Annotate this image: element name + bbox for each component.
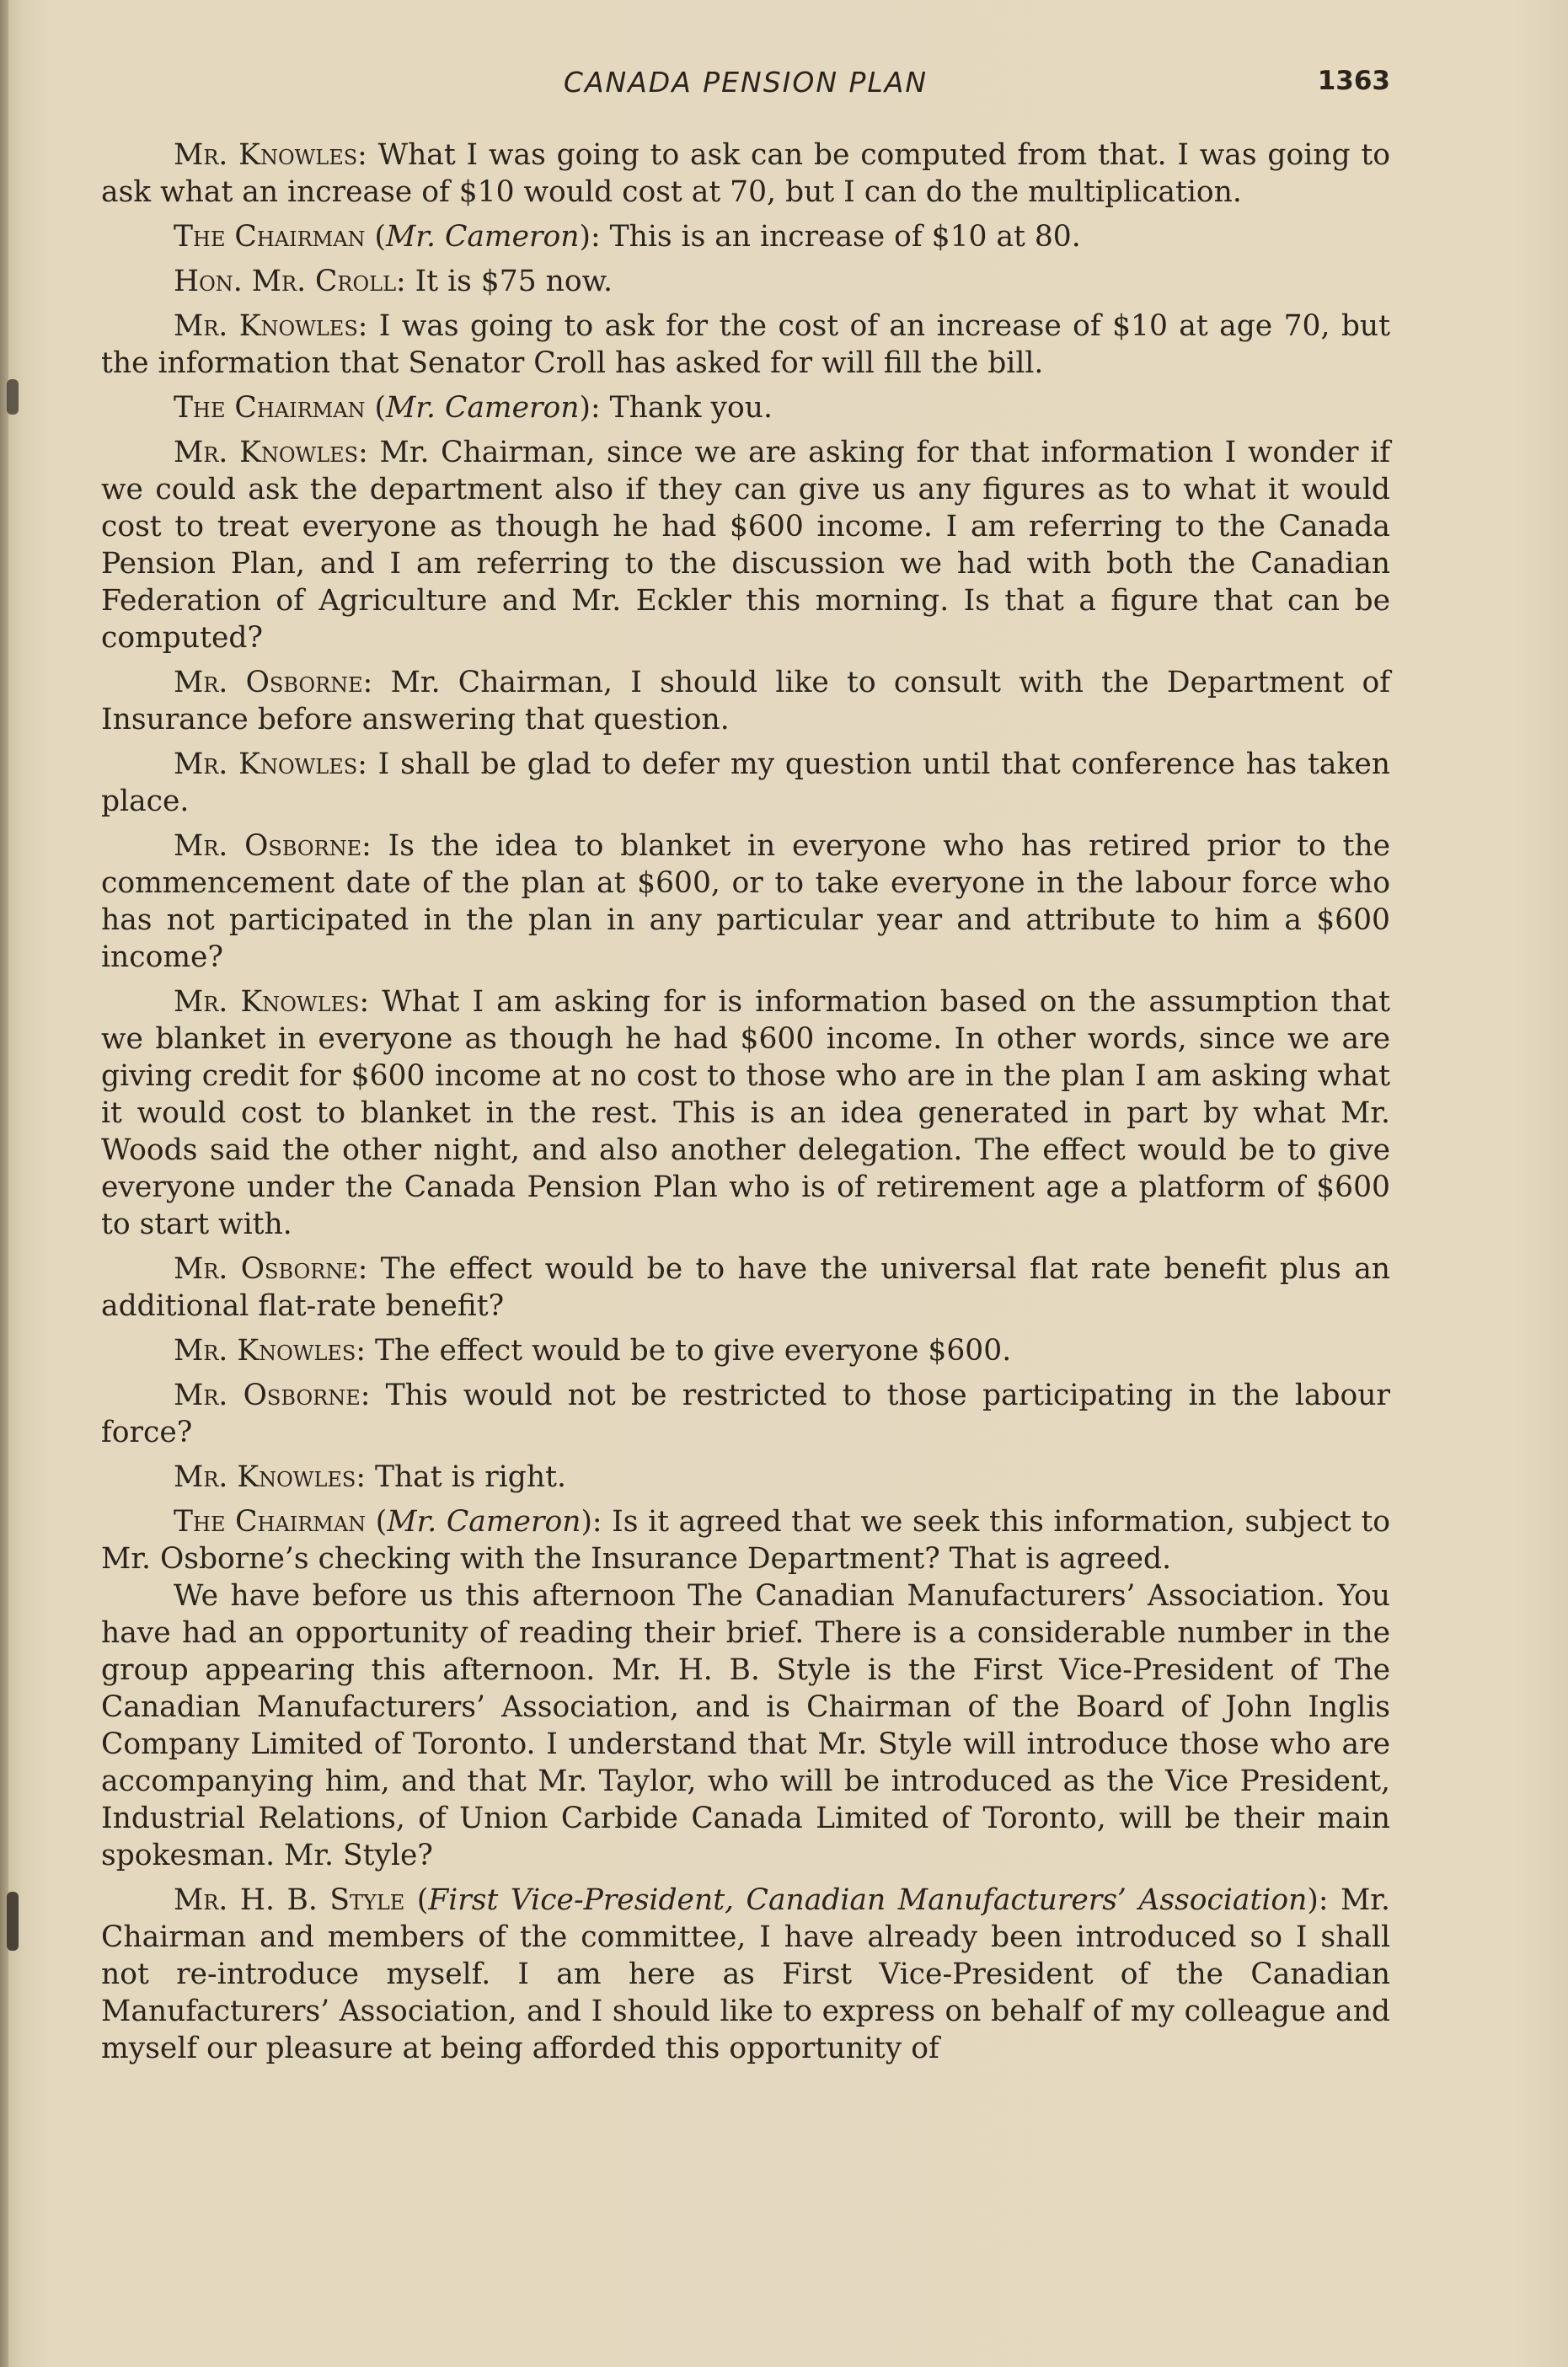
paragraph-text: Mr. Chairman, I should like to consult with the Department of Insurance before answering that question.: [101, 666, 1390, 736]
paragraph-text: The effect would be to give everyone $600.: [374, 1334, 1012, 1368]
paragraph: [101, 746, 1390, 820]
paragraph: [101, 434, 1390, 656]
paragraph: The Chairman (Mr. Cameron): Is it agreed that we seek this information, subject to Mr. Osborne’s checking with the Insurance Department? That is agreed.: [101, 1505, 1391, 1576]
paragraph: [101, 1377, 1390, 1451]
speaker-role: Mr. Cameron: [387, 1505, 581, 1539]
paragraph-text: I shall be glad to defer my question until that conference has taken place.: [101, 747, 1391, 818]
page-number: 1363: [1317, 66, 1390, 96]
paragraph-text: The effect would be to have the universal flat rate benefit plus an additional flat-rate benefit?: [101, 1252, 1391, 1323]
paragraph-text: This would not be restricted to those participating in the labour force?: [101, 1379, 1390, 1449]
speaker: Hon. Mr. Croll:: [174, 265, 406, 298]
paragraph-text: Mr. Chairman, since we are asking for that information I wonder if we could ask the department also if they can give us any figures as to what it would cost to treat everyone as though he had $600 income. I am referring to the Canada Pension Plan, and I am referring to the discussion we had with both the Canadian Federation of Agriculture and Mr. Eckler this morning. Is that a figure that can be computed?: [101, 436, 1391, 655]
paragraph-text: This is an increase of $10 at 80.: [609, 220, 1081, 254]
paragraph: Mr. H. B. Style (First Vice-President, Canadian Manufacturers’ Association): Mr. Chairman and members of the committee, I have already been introduced so I shall not re-introduce myself. I am here as First Vice-President of the Canadian Manufacturers’ Association, and I should like to express on behalf of my colleague and myself our pleasure at being afforded this opportunity of: [101, 1883, 1390, 2065]
speaker: Mr. Osborne:: [174, 829, 372, 863]
paragraph-text: I was going to ask for the cost of an increase of $10 at age 70, but the information that Senator Croll has asked for will fill the bill.: [101, 309, 1391, 380]
speaker-role: First Vice-President, Canadian Manufacturers’ Association: [428, 1883, 1308, 1917]
paragraph-text: We have before us this afternoon The Canadian Manufacturers’ Association. You have had an opportunity of reading their brief. There is a considerable number in the group appearing this afternoon. Mr. H. B. Style is the First Vice-President of The Canadian Manufacturers’ Association, and is Chairman of the Board of John Inglis Company Limited of Toronto. I understand that Mr. Style will introduce those who are accompanying him, and that Mr. Taylor, who will be introduced as the Vice President, Industrial Relations, of Union Carbide Canada Limited of Toronto, will be their main spokesman. Mr. Style?: [101, 1579, 1390, 1872]
speaker-role: Mr. Cameron: [385, 391, 580, 425]
transcript-body: [101, 137, 1390, 2075]
paragraph: [101, 1250, 1390, 1325]
speaker: Mr. Knowles:: [174, 1334, 366, 1368]
paragraph-text: Is it agreed that we seek this information, subject to Mr. Osborne’s checking with the Insurance Department? That is agreed.: [101, 1505, 1391, 1576]
speaker: Mr. Osborne:: [174, 1379, 371, 1412]
paragraph-text: Mr. Chairman and members of the committee, I have already been introduced so I shall not re-introduce myself. I am here as First Vice-President of the Canadian Manufacturers’ Association, and I should like to express on behalf of my colleague and myself our pleasure at being afforded this opportunity of: [101, 1883, 1390, 2065]
paragraph: The Chairman (Mr. Cameron): Thank you.: [174, 391, 773, 425]
paragraph-text: What I was going to ask can be computed from that. I was going to ask what an increase of $10 would cost at 70, but I can do the multiplication.: [101, 138, 1391, 209]
page-header: [101, 66, 1390, 108]
book-spine-shadow: [0, 0, 8, 2367]
speaker: Mr. Knowles:: [174, 436, 368, 469]
speaker: Mr. Knowles:: [174, 1460, 366, 1494]
paragraph-text: Thank you.: [609, 391, 773, 425]
speaker-role: Mr. Cameron: [385, 220, 580, 254]
paragraph: [101, 1332, 1390, 1369]
paragraph-text: What I am asking for is information based on the assumption that we blanket in everyone as though he had $600 income. In other words, since we are giving credit for $600 income at no cost to those who are in the plan I am asking what it would cost to blanket in the rest. This is an idea generated in part by what Mr. Woods said the other night, and also another delegation. The effect would be to give everyone under the Canada Pension Plan who is of retirement age a platform of $600 to start with.: [101, 985, 1391, 1241]
paragraph: [101, 1459, 1390, 1496]
paragraph-text: Is the idea to blanket in everyone who has retired prior to the commencement date of the plan at $600, or to take everyone in the labour force who has not participated in the plan in any particular year and attribute to him a $600 income?: [101, 829, 1390, 974]
paragraph-text: That is right.: [374, 1460, 566, 1494]
speaker: The Chairman: [174, 220, 366, 254]
speaker: The Chairman: [174, 391, 366, 425]
paragraph: [101, 1577, 1390, 1874]
paragraph-text: It is $75 now.: [415, 265, 613, 298]
speaker: Mr. Osborne:: [174, 1252, 368, 1286]
speaker: Mr. Knowles:: [174, 138, 367, 172]
paragraph: [101, 263, 1390, 300]
paragraph: [101, 827, 1390, 976]
binding-mark: [7, 379, 19, 415]
binding-clip: [7, 1892, 19, 1951]
paragraph: [101, 983, 1390, 1243]
running-title: CANADA PENSION PLAN: [563, 66, 928, 99]
paragraph: [101, 664, 1390, 738]
speaker: The Chairman: [174, 1505, 367, 1539]
paragraph: [101, 137, 1390, 211]
speaker: Mr. Osborne:: [174, 666, 373, 699]
speaker: Mr. Knowles:: [174, 309, 368, 343]
speaker: Mr. Knowles:: [174, 985, 370, 1019]
speaker: Mr. H. B. Style: [174, 1883, 405, 1917]
speaker: Mr. Knowles:: [174, 747, 367, 781]
paragraph: [101, 308, 1390, 382]
paragraph: The Chairman (Mr. Cameron): This is an increase of $10 at 80.: [174, 220, 1081, 254]
